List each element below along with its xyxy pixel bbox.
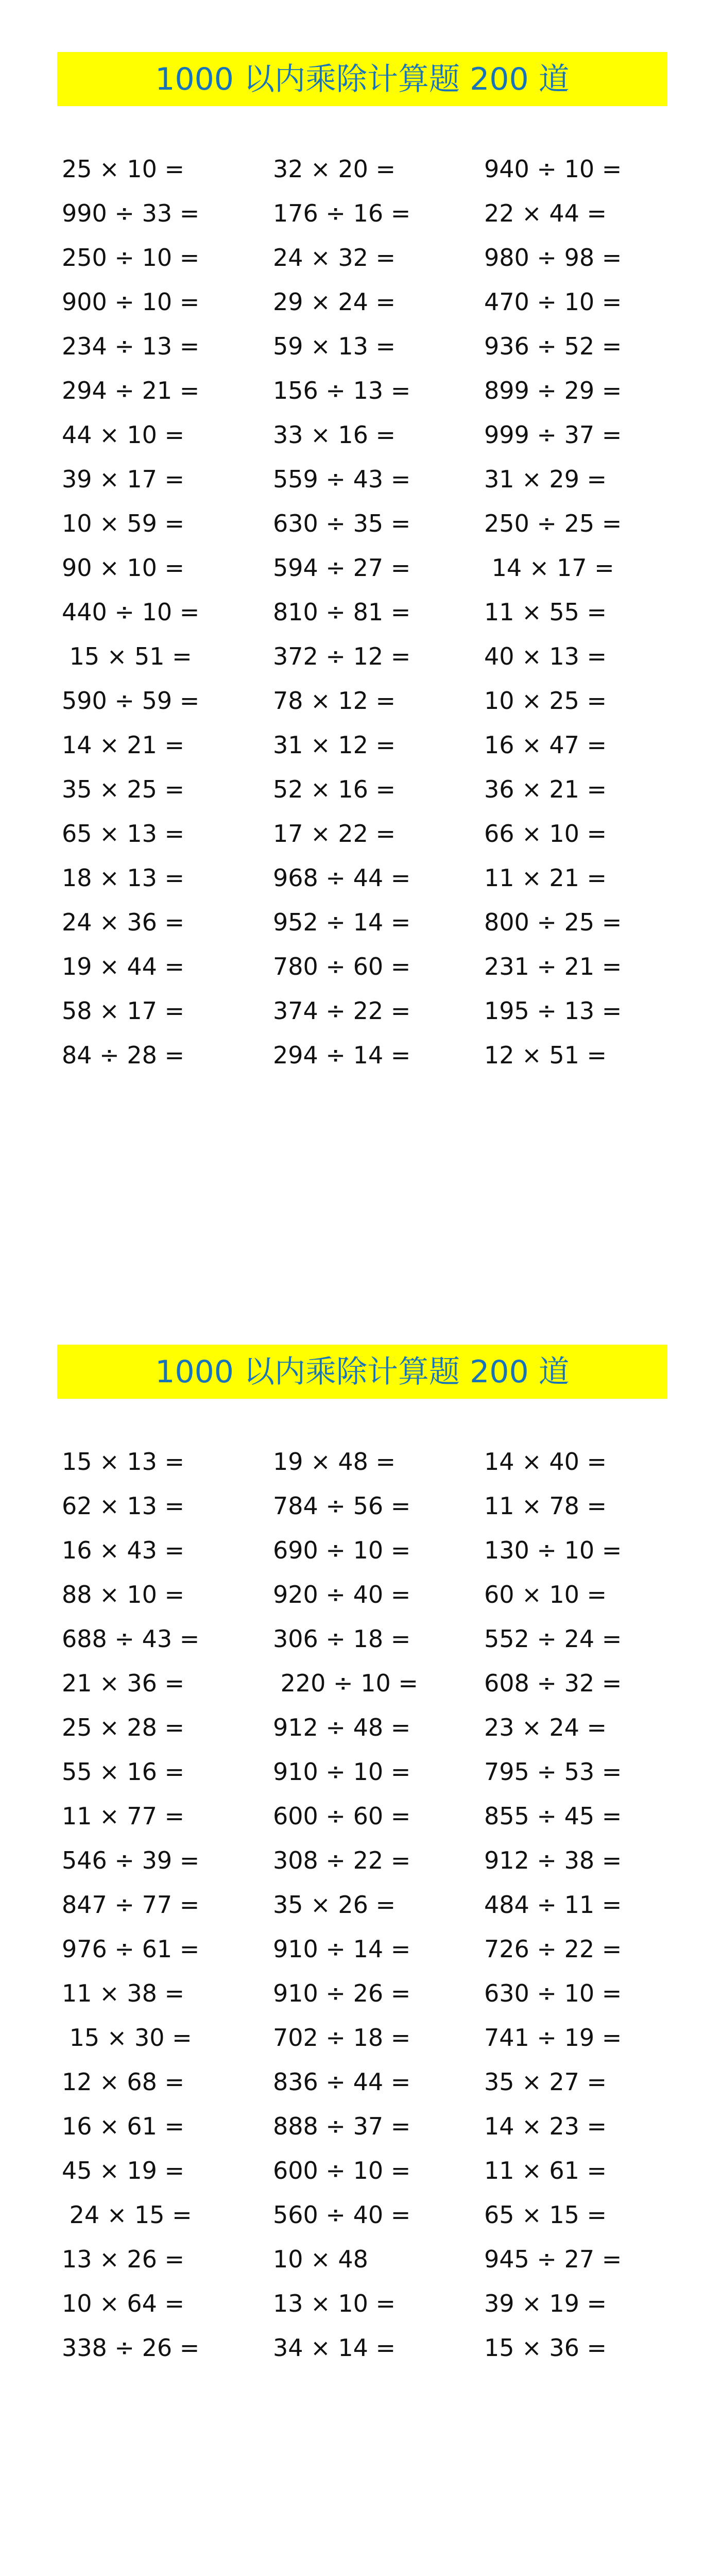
problem-item: 29 × 24 = [273,288,396,316]
problem-item: 11 × 38 = [62,1979,185,2007]
problem-item: 14 × 23 = [484,2112,607,2140]
problem-item: 608 ÷ 32 = [484,1669,622,1697]
problem-item: 156 ÷ 13 = [273,377,411,404]
problem-item: 33 × 16 = [273,421,396,449]
problem-item: 234 ÷ 13 = [62,332,200,360]
problem-item: 810 ÷ 81 = [273,598,411,626]
problem-item: 14 × 40 = [484,1448,607,1476]
problem-item: 35 × 27 = [484,2068,607,2096]
problem-item: 19 × 48 = [273,1448,396,1476]
problem-item: 15 × 36 = [484,2334,607,2362]
problem-item: 130 ÷ 10 = [484,1536,622,1564]
problem-item: 58 × 17 = [62,997,185,1025]
problem-item: 900 ÷ 10 = [62,288,200,316]
problem-item: 940 ÷ 10 = [484,155,622,183]
problem-item: 936 ÷ 52 = [484,332,622,360]
problem-item: 308 ÷ 22 = [273,1846,411,1874]
problem-item: 24 × 32 = [273,244,396,272]
problem-item: 65 × 15 = [484,2201,607,2229]
problem-item: 16 × 43 = [62,1536,185,1564]
problem-item: 920 ÷ 40 = [273,1581,411,1608]
title-banner [57,1345,667,1399]
problem-item: 31 × 12 = [273,731,396,759]
problem-item: 688 ÷ 43 = [62,1625,200,1653]
problem-item: 484 ÷ 11 = [484,1891,622,1919]
problem-item: 14 × 17 = [484,554,614,582]
problem-item: 60 × 10 = [484,1581,607,1608]
problem-item: 10 × 25 = [484,687,607,715]
problem-item: 440 ÷ 10 = [62,598,200,626]
problem-item: 294 ÷ 21 = [62,377,200,404]
problem-item: 35 × 25 = [62,775,185,803]
problem-item: 11 × 55 = [484,598,607,626]
problem-item: 374 ÷ 22 = [273,997,411,1025]
problem-item: 88 × 10 = [62,1581,185,1608]
problem-item: 600 ÷ 60 = [273,1802,411,1830]
problem-item: 12 × 68 = [62,2068,185,2096]
problem-item: 59 × 13 = [273,332,396,360]
problem-item: 690 ÷ 10 = [273,1536,411,1564]
problem-item: 32 × 20 = [273,155,396,183]
problem-item: 470 ÷ 10 = [484,288,622,316]
problem-item: 780 ÷ 60 = [273,953,411,980]
problem-item: 84 ÷ 28 = [62,1041,185,1069]
problem-item: 306 ÷ 18 = [273,1625,411,1653]
problem-item: 250 ÷ 10 = [62,244,200,272]
problem-item: 630 ÷ 10 = [484,1979,622,2007]
problem-item: 741 ÷ 19 = [484,2024,622,2052]
problem-item: 44 × 10 = [62,421,185,449]
problem-item: 10 × 59 = [62,510,185,537]
problem-item: 25 × 10 = [62,155,185,183]
problem-item: 22 × 44 = [484,199,607,227]
problem-item: 11 × 61 = [484,2157,607,2184]
problem-item: 24 × 36 = [62,908,185,936]
problem-item: 338 ÷ 26 = [62,2334,200,2362]
problem-item: 560 ÷ 40 = [273,2201,411,2229]
problem-item: 546 ÷ 39 = [62,1846,200,1874]
problem-item: 12 × 51 = [484,1041,607,1069]
problem-item: 11 × 78 = [484,1492,607,1520]
worksheet-title: 1000 以内乘除计算题 200 道 [155,1353,570,1390]
worksheet-title: 1000 以内乘除计算题 200 道 [155,61,570,97]
problem-item: 176 ÷ 16 = [273,199,411,227]
problem-item: 11 × 77 = [62,1802,185,1830]
problem-item: 552 ÷ 24 = [484,1625,622,1653]
problem-item: 702 ÷ 18 = [273,2024,411,2052]
problem-item: 888 ÷ 37 = [273,2112,411,2140]
problem-item: 836 ÷ 44 = [273,2068,411,2096]
problem-item: 90 × 10 = [62,554,185,582]
problem-item: 34 × 14 = [273,2334,396,2362]
problem-item: 784 ÷ 56 = [273,1492,411,1520]
problem-item: 35 × 26 = [273,1891,396,1919]
problem-item: 294 ÷ 14 = [273,1041,411,1069]
problem-item: 559 ÷ 43 = [273,465,411,493]
problem-item: 600 ÷ 10 = [273,2157,411,2184]
problem-item: 800 ÷ 25 = [484,908,622,936]
problem-item: 847 ÷ 77 = [62,1891,200,1919]
problem-item: 18 × 13 = [62,864,185,892]
problem-item: 14 × 21 = [62,731,185,759]
problem-item: 13 × 10 = [273,2290,396,2317]
problem-item: 45 × 19 = [62,2157,185,2184]
problem-item: 912 ÷ 38 = [484,1846,622,1874]
problem-item: 19 × 44 = [62,953,185,980]
problem-item: 65 × 13 = [62,820,185,848]
problem-item: 16 × 61 = [62,2112,185,2140]
problem-item: 594 ÷ 27 = [273,554,411,582]
problem-item: 11 × 21 = [484,864,607,892]
problem-item: 36 × 21 = [484,775,607,803]
problem-item: 195 ÷ 13 = [484,997,622,1025]
problem-item: 17 × 22 = [273,820,396,848]
problem-item: 999 ÷ 37 = [484,421,622,449]
problem-item: 10 × 48 [273,2245,368,2273]
problem-item: 372 ÷ 12 = [273,642,411,670]
problem-item: 13 × 26 = [62,2245,185,2273]
problem-item: 10 × 64 = [62,2290,185,2317]
problem-item: 55 × 16 = [62,1758,185,1786]
problem-item: 910 ÷ 26 = [273,1979,411,2007]
problem-item: 952 ÷ 14 = [273,908,411,936]
problem-item: 78 × 12 = [273,687,396,715]
problem-item: 66 × 10 = [484,820,607,848]
problem-item: 25 × 28 = [62,1714,185,1741]
problem-item: 726 ÷ 22 = [484,1935,622,1963]
problem-item: 52 × 16 = [273,775,396,803]
problem-item: 15 × 51 = [62,642,192,670]
problem-item: 250 ÷ 25 = [484,510,622,537]
title-banner [57,52,667,106]
problem-item: 31 × 29 = [484,465,607,493]
problem-item: 16 × 47 = [484,731,607,759]
problem-item: 990 ÷ 33 = [62,199,200,227]
problem-item: 39 × 17 = [62,465,185,493]
problem-grid [62,147,670,1077]
problem-item: 630 ÷ 35 = [273,510,411,537]
problem-item: 910 ÷ 10 = [273,1758,411,1786]
problem-item: 945 ÷ 27 = [484,2245,622,2273]
problem-item: 912 ÷ 48 = [273,1714,411,1741]
problem-item: 220 ÷ 10 = [273,1669,418,1697]
problem-item: 590 ÷ 59 = [62,687,200,715]
problem-item: 899 ÷ 29 = [484,377,622,404]
problem-item: 23 × 24 = [484,1714,607,1741]
problem-item: 980 ÷ 98 = [484,244,622,272]
problem-item: 976 ÷ 61 = [62,1935,200,1963]
problem-item: 15 × 30 = [62,2024,192,2052]
problem-item: 21 × 36 = [62,1669,185,1697]
problem-item: 795 ÷ 53 = [484,1758,622,1786]
problem-item: 62 × 13 = [62,1492,185,1520]
problem-grid [62,1439,670,2370]
problem-item: 24 × 15 = [62,2201,192,2229]
problem-item: 968 ÷ 44 = [273,864,411,892]
problem-item: 15 × 13 = [62,1448,185,1476]
problem-item: 910 ÷ 14 = [273,1935,411,1963]
problem-item: 231 ÷ 21 = [484,953,622,980]
problem-item: 855 ÷ 45 = [484,1802,622,1830]
problem-item: 40 × 13 = [484,642,607,670]
problem-item: 39 × 19 = [484,2290,607,2317]
